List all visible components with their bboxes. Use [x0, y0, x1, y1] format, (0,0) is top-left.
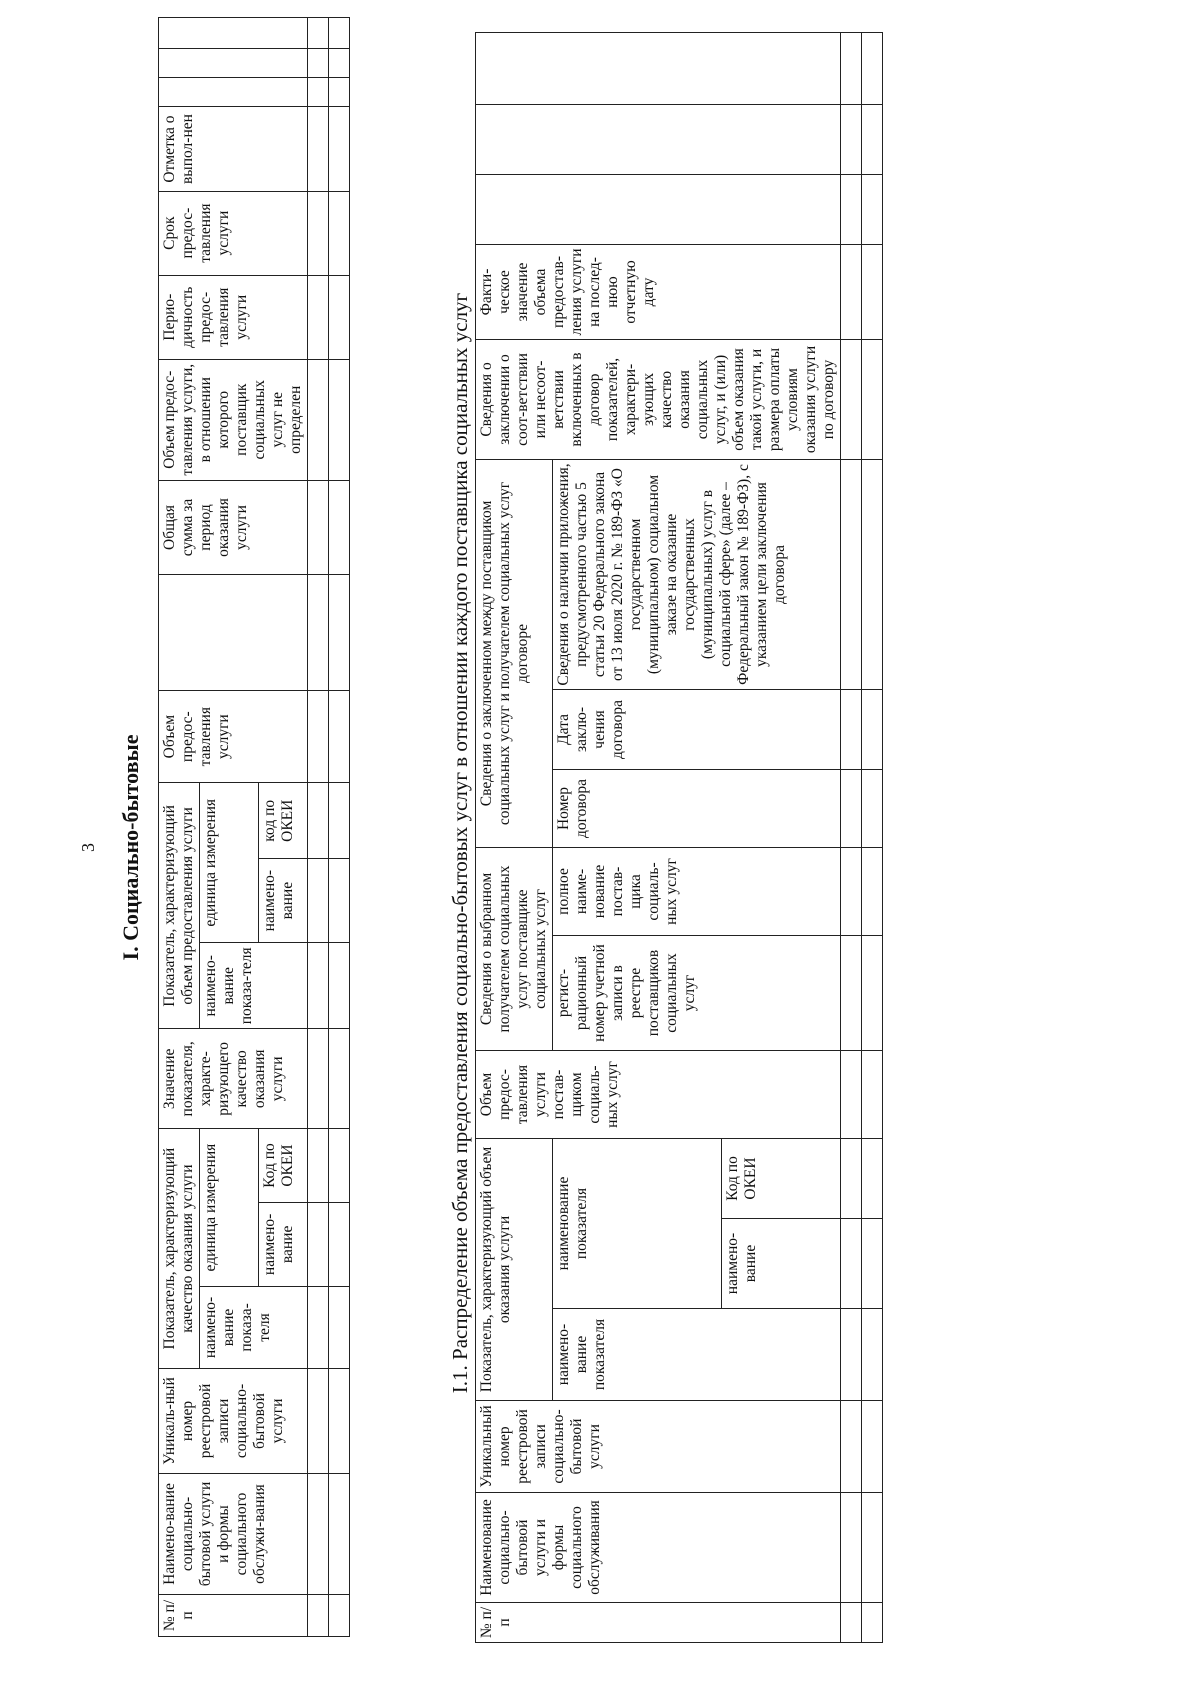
- header-actual-value: Факти-ческое значение объема предостав-ления услуги на послед-нюю отчетную дату: [476, 244, 841, 339]
- header-indicator-name: наимено-вание показателя: [553, 1309, 841, 1401]
- distribution-table: [475, 32, 883, 1643]
- header-contract-number: Номер договора: [553, 769, 841, 847]
- header-volume-undefined: Объем предос-тавления услуги, в отношении которого поставщик социальных услуг не определен: [159, 359, 308, 480]
- header-volume-unit-code: код по ОКЕИ: [258, 783, 307, 859]
- header-volume-group: Показатель, характеризующий объем предоставления услуги: [159, 783, 200, 1029]
- header-quality-unit-code: Код по ОКЕИ: [258, 1129, 307, 1203]
- header-volume: Объем предос-тавления услуги: [159, 690, 308, 783]
- header-supplier-full-name: полное наиме-нование постав-щика социаль-ных услуг: [553, 847, 841, 935]
- header-volume-unit: единица измерения: [200, 783, 259, 943]
- header-term: Срок предос-тавления услуги: [159, 191, 308, 275]
- header-contract-date: Дата заклю-чения договора: [553, 689, 841, 769]
- header-service-name: Наименование социально-бытовой услуги и формы социального обслуживания: [476, 1493, 841, 1603]
- header-empty-col: [159, 575, 308, 691]
- header-volume-indicator-name: наимено-вание показа-теля: [200, 943, 308, 1029]
- header-blank-1: [476, 174, 841, 244]
- header-indicator-group: Показатель, характеризующий объем оказания услуги: [476, 1139, 553, 1401]
- header-num: № п/п: [476, 1603, 841, 1643]
- header-blank-1: [159, 78, 308, 107]
- table-row: [308, 18, 329, 1637]
- header-volume-supplier: Объем предос-тавления услуги постав-щиком социаль-ных услуг: [476, 1051, 841, 1139]
- header-unique-number: Уникальный номер реестровой записи социально-бытовой услуги: [476, 1401, 841, 1493]
- header-volume-unit-name: наимено-вание: [258, 859, 307, 943]
- header-total: Общая сумма за период оказания услуги: [159, 480, 308, 575]
- header-unique-number: Уникаль-ный номер реестровой записи социально-бытовой услуги: [159, 1368, 308, 1473]
- services-table: [158, 17, 350, 1637]
- header-compliance: Сведения о заключении о соот-ветствии или несоот-ветствии включенных в договор показателей, характери-зующих качество оказания социальных услуг, и (или) объем оказания такой услуги, и размера оплаты условиям оказания услуги по договору: [476, 339, 841, 459]
- header-indicator-unit-name: наимено-вание: [721, 1219, 841, 1309]
- header-periodicity: Перио-дичность предос-тавления услуги: [159, 275, 308, 359]
- subsection-title: I.1. Распределение объема предоставления социально-бытовых услуг в отношении каждого поставщика социальных услуг: [448, 292, 472, 1394]
- page-number: 3: [78, 843, 98, 852]
- header-quality-indicator-name: наимено-вание показа-теля: [200, 1286, 308, 1368]
- header-num: № п/п: [159, 1594, 308, 1636]
- header-service-name: Наимено-вание социально-бытовой услуги и формы социального обслужи-вания: [159, 1474, 308, 1595]
- table-row: [841, 32, 862, 1642]
- header-blank-3: [476, 32, 841, 104]
- header-contract-group: Сведения о заключенном между поставщиком социальных услуг и получателем социальных услуг договоре: [476, 459, 553, 847]
- table-row: [862, 32, 883, 1642]
- header-blank-3: [159, 18, 308, 49]
- header-blank-2: [159, 48, 308, 77]
- header-quality-unit: единица измерения: [200, 1129, 259, 1287]
- section-title: I. Социально-бытовые: [118, 734, 143, 961]
- header-quality-group: Показатель, характеризующий качество оказания услуги: [159, 1129, 200, 1369]
- header-mark: Отметка о выпол-нен: [159, 107, 308, 191]
- header-contract-appendix: Сведения о наличии приложения, предусмотренного частью 5 статьи 20 Федерального закона от 13 июля 2020 г. № 189-ФЗ «О государственном (муниципальном) социальном заказе на оказание государственных (муниципальных) услуг в социальной сфере» (далее – Федеральный закон № 189-ФЗ), с указанием цели заключения договора: [553, 459, 841, 689]
- header-supplier-reg-number: регист-рационный номер учетной записи в реестре поставщиков социальных услуг: [553, 936, 841, 1051]
- header-supplier-group: Сведения о выбранном получателем социальных услуг поставщике социальных услуг: [476, 847, 553, 1050]
- header-indicator-unit-code: Код по ОКЕИ: [721, 1139, 841, 1219]
- header-indicator-unit: наименование показателя: [553, 1139, 722, 1309]
- header-blank-2: [476, 104, 841, 174]
- header-quality-value: Значение показателя, характе-ризующего качество оказания услуги: [159, 1029, 308, 1129]
- header-quality-unit-name: наимено-вание: [258, 1202, 307, 1286]
- table-row: [329, 18, 350, 1637]
